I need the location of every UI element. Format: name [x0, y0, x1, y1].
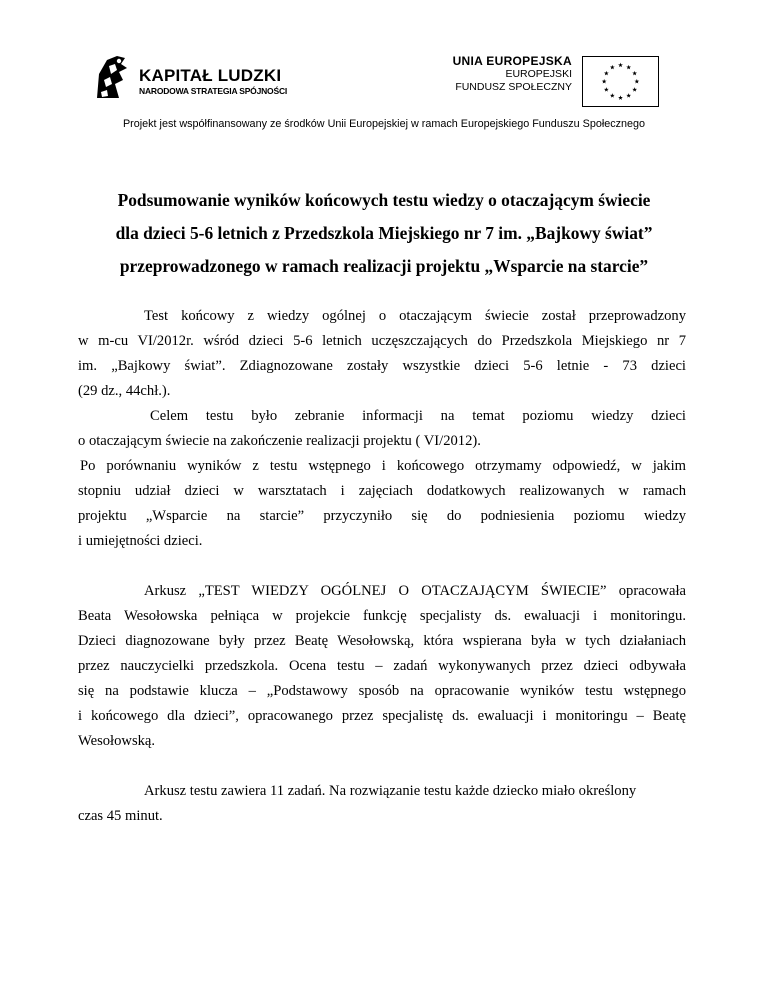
text-line: Dzieci diagnozowane były przez Beatę Wesołowską, która wspierana była w tych działaniach [78, 633, 686, 649]
eu-star-icon [610, 93, 615, 98]
title-line-2: dla dzieci 5-6 letnich z Przedszkola Miejskiego nr 7 im. „Bajkowy świat” [115, 223, 653, 243]
eu-star-icon [632, 87, 637, 92]
paragraph-comparison [78, 454, 686, 554]
text-line: im. „Bajkowy świat”. Zdiagnozowane zostały wszystkie dzieci 5-6 letnie - 73 dzieci [78, 358, 686, 374]
kapital-ludzki-subtitle: NARODOWA STRATEGIA SPÓJNOŚCI [139, 86, 288, 96]
text-line: Po porównaniu wyników z testu wstępnego i końcowego otrzymamy odpowiedź, w jakim [80, 458, 686, 474]
text-line: Beata Wesołowska pełniąca w projekcie funkcję specjalisty ds. ewaluacji i monitoringu. [78, 608, 686, 624]
text-line: czas 45 minut. [78, 808, 163, 824]
page-header [0, 0, 768, 145]
eu-star-icon [604, 71, 609, 76]
eu-star-icon [604, 87, 609, 92]
text-line: o otaczającym świecie na zakończenie realizacji projektu ( VI/2012). [78, 433, 481, 449]
eu-star-icon [618, 63, 623, 68]
text-line: przez nauczycielki przedszkola. Ocena testu – zadań wykonywanych przez dzieci odbywała [78, 658, 686, 674]
text-line: (29 dz., 44chł.). [78, 383, 171, 399]
eu-star-icon [618, 95, 623, 100]
eu-star-icon [632, 71, 637, 76]
text-line: Wesołowską. [78, 733, 156, 749]
text-line: i końcowego dla dzieci”, opracowanego przez specjalistę ds. ewaluacji i monitoringu – Beatę [78, 708, 686, 724]
eu-line-3: FUNDUSZ SPOŁECZNY [455, 81, 572, 93]
text-line: się na podstawie klucza – „Podstawowy sposób na opracowanie wyników testu wstępnego [78, 683, 686, 699]
text-line: Arkusz testu zawiera 11 zadań. Na rozwiązanie testu każde dziecko miało określony [144, 783, 637, 799]
eu-line-2: EUROPEJSKI [505, 68, 572, 80]
eu-star-icon [626, 93, 631, 98]
paragraph-spacer [78, 554, 686, 579]
title-line-3: przeprowadzonego w ramach realizacji projektu „Wsparcie na starcie” [119, 256, 649, 276]
cofinance-notice: Projekt jest współfinansowany ze środków Unii Europejskiej w ramach Europejskiego Funduszu Społecznego [122, 118, 646, 130]
title-line-1: Podsumowanie wyników końcowych testu wiedzy o otaczającym świecie [117, 190, 651, 210]
eu-star-icon [602, 79, 607, 84]
paragraph-test-goal [78, 404, 686, 454]
text-line: i umiejętności dzieci. [78, 533, 203, 549]
paragraph-spacer [78, 754, 686, 779]
kapital-ludzki-logo [95, 52, 295, 107]
eu-logo-text [453, 55, 572, 94]
text-line: stopniu udział dzieci w warsztatach i zajęciach dodatkowych realizowanych w ramach [78, 483, 686, 499]
eu-star-icon [626, 65, 631, 70]
eu-line-1: UNIA EUROPEJSKA [452, 54, 572, 68]
text-line: Test końcowy z wiedzy ogólnej o otaczającym świecie został przeprowadzony [144, 308, 686, 324]
eu-star-icon [610, 65, 615, 70]
eu-star-icon [634, 79, 639, 84]
text-line: Celem testu było zebranie informacji na temat poziomu wiedzy dzieci [150, 408, 686, 424]
document-title [70, 184, 698, 283]
text-line: w m-cu VI/2012r. wśród dzieci 5-6 letnich uczęszczających do Przedszkola Miejskiego nr 7 [78, 333, 686, 349]
paragraph-test-description [78, 304, 686, 404]
paragraph-test-structure [78, 779, 686, 829]
document-body [78, 304, 686, 829]
text-line: Arkusz „TEST WIEDZY OGÓLNEJ O OTACZAJĄCYM ŚWIECIE” opracowała [144, 583, 686, 599]
kapital-ludzki-figure-icon [95, 54, 129, 100]
eu-flag-icon [582, 56, 659, 107]
kapital-ludzki-title: KAPITAŁ LUDZKI [139, 66, 282, 85]
paragraph-test-author [78, 579, 686, 754]
text-line: projektu „Wsparcie na starcie” przyczyniło się do podniesienia poziomu wiedzy [78, 508, 686, 524]
